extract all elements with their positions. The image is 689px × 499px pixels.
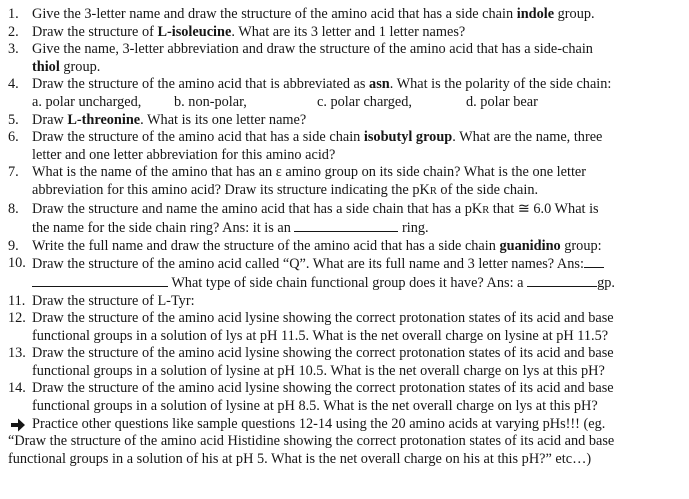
question-line xyxy=(32,147,681,165)
question-item xyxy=(8,345,681,380)
question-number: 13. xyxy=(8,345,26,362)
practice-note xyxy=(8,416,681,434)
question-line xyxy=(32,255,681,274)
question-item xyxy=(8,41,681,76)
question-line xyxy=(32,182,681,201)
practice-line-3: functional groups in a solution of his at pH 5. What is the net overall charge on his at this pH?” etc…) xyxy=(8,450,592,467)
question-line xyxy=(32,328,681,346)
bold-term: indole xyxy=(516,6,555,22)
answer-blank xyxy=(294,219,398,232)
question-item xyxy=(8,238,681,256)
question-item xyxy=(8,24,681,42)
question-number: 14. xyxy=(8,380,26,397)
question-item xyxy=(8,164,681,200)
question-text: of the side chain. xyxy=(436,181,539,198)
question-line xyxy=(32,76,681,94)
question-line xyxy=(32,6,681,24)
answer-blank xyxy=(32,274,168,287)
question-item xyxy=(8,112,681,130)
bold-term: guanidino xyxy=(499,237,561,254)
question-text: Draw xyxy=(32,111,68,128)
question-line xyxy=(32,129,681,147)
question-text: What type of side chain functional group does it have? Ans: a xyxy=(168,274,528,291)
question-number: 9. xyxy=(8,237,19,254)
question-number: 3. xyxy=(8,41,19,58)
question-text: group: xyxy=(560,237,602,254)
question-text: Draw the structure and name the amino acid that has a side chain that has a pK xyxy=(32,200,483,217)
question-text: ring. xyxy=(398,220,429,237)
answer-choice: a. polar uncharged, xyxy=(32,93,142,110)
question-text: functional groups in a solution of lys at pH 11.5. What is the net overall charge on lysine at pH 11.5? xyxy=(32,327,609,344)
subscript-r: R xyxy=(482,204,490,216)
question-line xyxy=(32,59,681,77)
question-number: 12. xyxy=(8,310,26,327)
question-line xyxy=(32,380,681,398)
question-text: Draw the structure of the amino acid lysine showing the correct protonation states of its acid and base xyxy=(32,345,614,362)
question-line xyxy=(32,41,681,59)
answer-choice: b. non-polar, xyxy=(174,93,247,110)
answer-choice: d. polar bear xyxy=(466,93,538,110)
subscript-r: R xyxy=(429,185,437,197)
question-text: that ≅ 6.0 What is xyxy=(489,200,599,217)
question-line xyxy=(32,238,681,256)
question-text: Draw the structure of the amino acid that is abbreviated as xyxy=(32,76,370,93)
question-text: . What is its one letter name? xyxy=(140,111,307,128)
question-text: functional groups in a solution of lysine at pH 8.5. What is the net overall charge on lys at this pH? xyxy=(32,398,598,415)
question-line xyxy=(32,112,681,130)
question-text: . What is the polarity of the side chain: xyxy=(389,76,612,93)
question-line xyxy=(32,219,681,238)
question-list xyxy=(8,6,681,416)
question-line xyxy=(32,24,681,42)
answer-choice: c. polar charged, xyxy=(317,93,413,110)
question-number: 5. xyxy=(8,111,19,128)
bold-term: isobutyl group xyxy=(363,129,453,146)
question-line xyxy=(32,310,681,328)
question-line xyxy=(32,345,681,363)
question-text: Draw the structure of the amino acid that has a side chain xyxy=(32,129,364,146)
question-line xyxy=(32,398,681,416)
question-text: abbreviation for this amino acid? Draw its structure indicating the pK xyxy=(32,181,430,198)
question-text: letter and one letter abbreviation for this amino acid? xyxy=(32,146,336,163)
question-item xyxy=(8,310,681,345)
answer-choices xyxy=(32,94,681,112)
question-text: . What are the name, three xyxy=(452,129,603,146)
question-text: Draw the structure of L-Tyr: xyxy=(32,292,195,309)
question-number: 10. xyxy=(8,255,26,272)
question-line xyxy=(32,293,681,311)
question-text: group. xyxy=(59,58,101,75)
question-number: 6. xyxy=(8,129,19,146)
question-item xyxy=(8,380,681,415)
question-text: group. xyxy=(554,6,595,22)
question-line xyxy=(32,274,681,293)
question-number: 7. xyxy=(8,164,19,181)
answer-blank xyxy=(527,274,597,287)
question-number: 8. xyxy=(8,200,19,217)
question-text: Draw the structure of the amino acid called “Q”. What are its full name and 3 letter names? Ans: xyxy=(32,256,584,273)
question-number: 2. xyxy=(8,23,19,40)
practice-line-1: Practice other questions like sample questions 12-14 using the 20 amino acids at varying pHs!!! (eg. xyxy=(32,415,606,432)
question-item xyxy=(8,6,681,24)
question-text: Draw the structure of the amino acid lysine showing the correct protonation states of its acid and base xyxy=(32,380,614,397)
question-text: What is the name of the amino that has an ε amino group on its side chain? What is the one letter xyxy=(32,164,587,181)
question-text: functional groups in a solution of lysine at pH 10.5. What is the net overall charge on lys at this pH? xyxy=(32,362,605,379)
bold-term: L-threonine xyxy=(67,111,141,128)
question-text: Draw the structure of xyxy=(32,23,158,40)
question-line xyxy=(32,164,681,182)
question-item xyxy=(8,129,681,164)
question-item xyxy=(8,255,681,292)
question-item xyxy=(8,76,681,111)
question-text: the name for the side chain ring? Ans: it is an xyxy=(32,220,295,237)
answer-blank xyxy=(584,255,604,268)
question-item xyxy=(8,201,681,238)
question-text: . What are its 3 letter and 1 letter names? xyxy=(231,23,466,40)
question-number: 1. xyxy=(8,6,19,22)
bold-term: asn xyxy=(369,76,390,93)
question-line xyxy=(32,201,681,220)
question-text: gp. xyxy=(597,274,615,291)
bold-term: thiol xyxy=(32,58,60,75)
practice-line-2: “Draw the structure of the amino acid Histidine showing the correct protonation states of its acid and base xyxy=(8,433,615,450)
question-number: 11. xyxy=(8,292,26,309)
question-line xyxy=(32,363,681,381)
question-item xyxy=(8,293,681,311)
question-text: Draw the structure of the amino acid lysine showing the correct protonation states of its acid and base xyxy=(32,310,614,327)
bold-term: L-isoleucine xyxy=(157,23,232,40)
question-text: Give the 3-letter name and draw the structure of the amino acid that has a side chain xyxy=(32,6,517,22)
question-number: 4. xyxy=(8,76,19,93)
bold-right-arrow-icon xyxy=(10,416,26,434)
question-text: Write the full name and draw the structure of the amino acid that has a side chain xyxy=(32,237,500,254)
question-text: Give the name, 3-letter abbreviation and draw the structure of the amino acid that has a side-chain xyxy=(32,41,593,58)
